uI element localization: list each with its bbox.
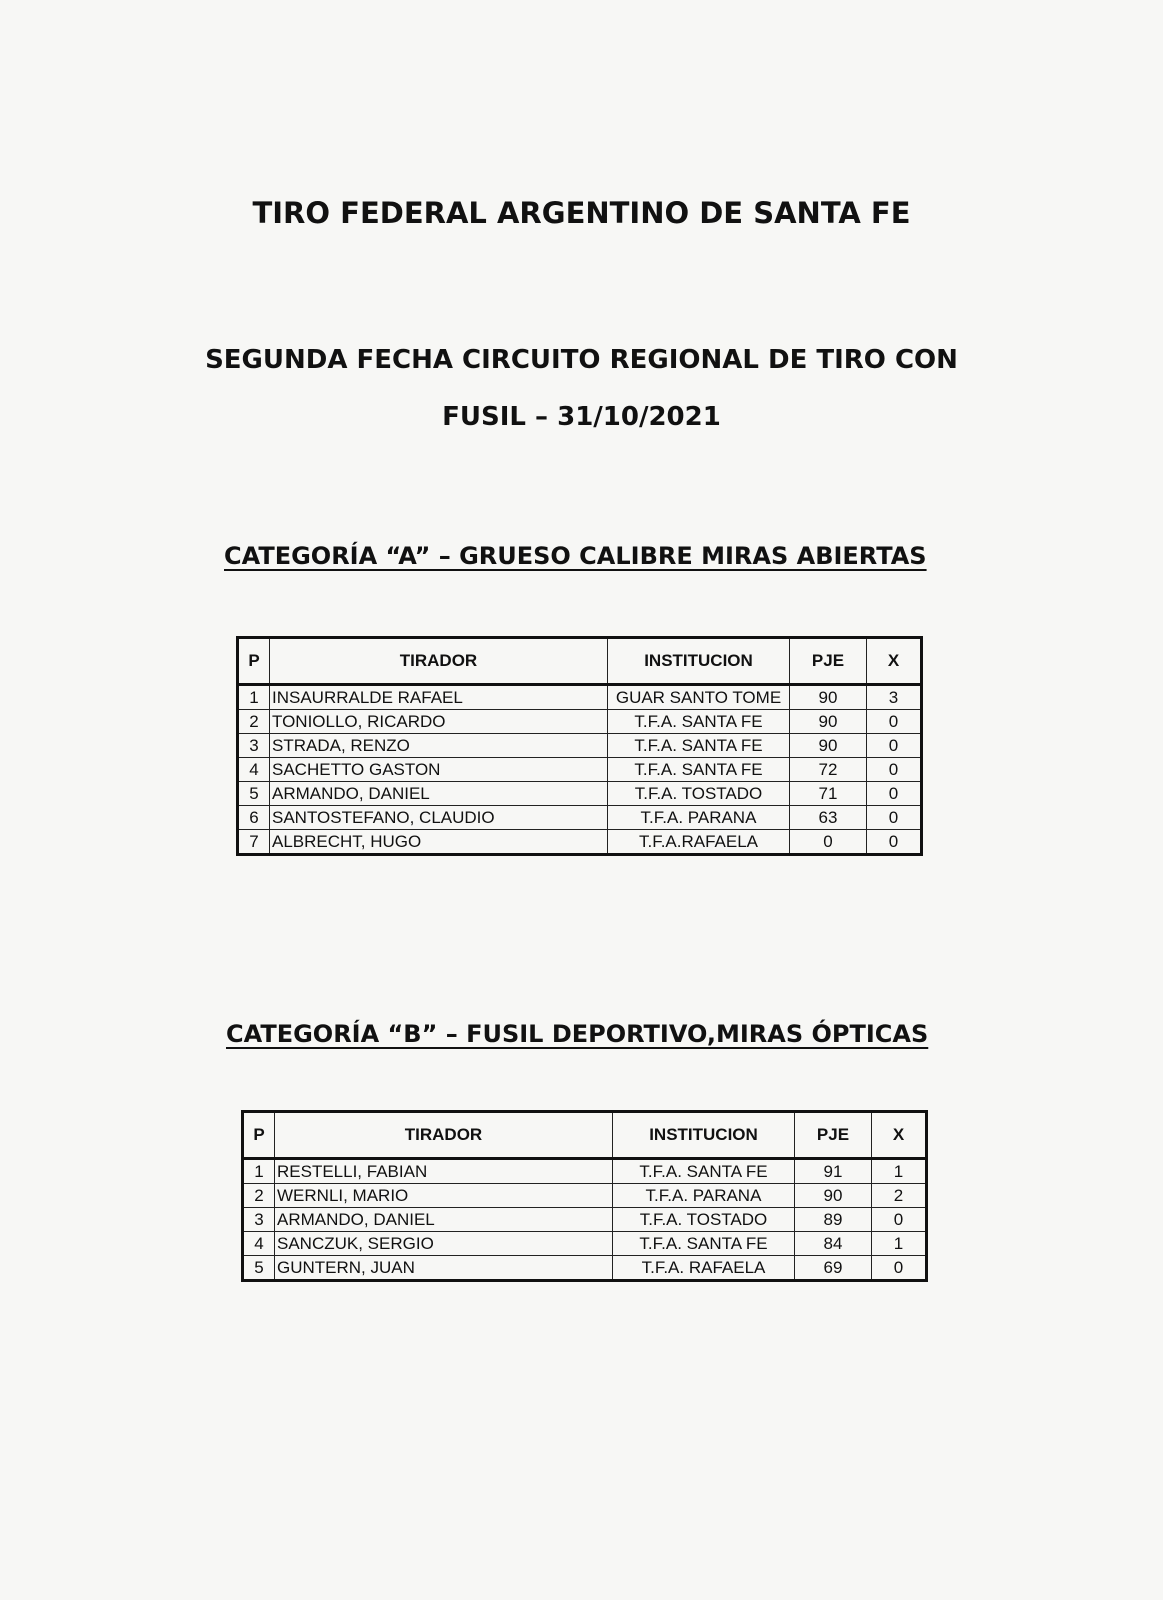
table-row: [238, 710, 922, 734]
table-row: [238, 685, 922, 710]
cell-x: 3: [867, 685, 922, 710]
table-header-row: [238, 638, 922, 685]
cell-institucion: T.F.A. SANTA FE: [613, 1232, 795, 1256]
cell-pje: 91: [795, 1159, 872, 1184]
table-row: [238, 782, 922, 806]
cell-p: 5: [238, 782, 270, 806]
cell-tirador: RESTELLI, FABIAN: [275, 1159, 613, 1184]
cell-tirador: ARMANDO, DANIEL: [275, 1208, 613, 1232]
cell-pje: 90: [795, 1184, 872, 1208]
cell-tirador: GUNTERN, JUAN: [275, 1256, 613, 1281]
event-subtitle-line2: FUSIL – 31/10/2021: [442, 402, 721, 432]
cell-x: 0: [867, 830, 922, 855]
cell-p: 7: [238, 830, 270, 855]
cell-pje: 63: [790, 806, 867, 830]
category-b-title: CATEGORÍA “B” – FUSIL DEPORTIVO,MIRAS ÓPTICAS: [226, 1020, 929, 1048]
table-row: [238, 806, 922, 830]
cell-p: 3: [238, 734, 270, 758]
cell-pje: 0: [790, 830, 867, 855]
cell-x: 0: [867, 734, 922, 758]
table-header-row: [243, 1112, 927, 1159]
header-p: P: [238, 638, 270, 685]
category-a-results-table: [236, 636, 923, 856]
category-b-results-table: [241, 1110, 928, 1282]
event-subtitle-line1: SEGUNDA FECHA CIRCUITO REGIONAL DE TIRO CON: [205, 345, 958, 375]
cell-tirador: STRADA, RENZO: [270, 734, 608, 758]
header-tirador: TIRADOR: [275, 1112, 613, 1159]
header-pje: PJE: [790, 638, 867, 685]
cell-p: 5: [243, 1256, 275, 1281]
cell-p: 1: [243, 1159, 275, 1184]
cell-x: 0: [872, 1256, 927, 1281]
cell-x: 0: [872, 1208, 927, 1232]
cell-institucion: T.F.A. SANTA FE: [608, 758, 790, 782]
table-row: [243, 1208, 927, 1232]
header-pje: PJE: [795, 1112, 872, 1159]
header-x: X: [872, 1112, 927, 1159]
cell-tirador: SANCZUK, SERGIO: [275, 1232, 613, 1256]
cell-tirador: ARMANDO, DANIEL: [270, 782, 608, 806]
cell-x: 1: [872, 1232, 927, 1256]
cell-institucion: T.F.A. RAFAELA: [613, 1256, 795, 1281]
cell-x: 0: [867, 782, 922, 806]
cell-institucion: T.F.A. PARANA: [608, 806, 790, 830]
cell-x: 0: [867, 806, 922, 830]
cell-pje: 90: [790, 685, 867, 710]
cell-tirador: ALBRECHT, HUGO: [270, 830, 608, 855]
cell-tirador: WERNLI, MARIO: [275, 1184, 613, 1208]
cell-x: 2: [872, 1184, 927, 1208]
cell-tirador: SACHETTO GASTON: [270, 758, 608, 782]
header-p: P: [243, 1112, 275, 1159]
cell-institucion: T.F.A.RAFAELA: [608, 830, 790, 855]
page-title: TIRO FEDERAL ARGENTINO DE SANTA FE: [252, 196, 911, 230]
header-x: X: [867, 638, 922, 685]
cell-p: 2: [238, 710, 270, 734]
cell-tirador: SANTOSTEFANO, CLAUDIO: [270, 806, 608, 830]
cell-pje: 89: [795, 1208, 872, 1232]
cell-pje: 84: [795, 1232, 872, 1256]
cell-p: 1: [238, 685, 270, 710]
header-institucion: INSTITUCION: [613, 1112, 795, 1159]
cell-pje: 71: [790, 782, 867, 806]
table-row: [238, 734, 922, 758]
cell-institucion: T.F.A. SANTA FE: [613, 1159, 795, 1184]
header-tirador: TIRADOR: [270, 638, 608, 685]
header-institucion: INSTITUCION: [608, 638, 790, 685]
cell-institucion: T.F.A. TOSTADO: [608, 782, 790, 806]
table-row: [243, 1232, 927, 1256]
table-row: [243, 1159, 927, 1184]
cell-tirador: TONIOLLO, RICARDO: [270, 710, 608, 734]
cell-x: 0: [867, 758, 922, 782]
table-row: [243, 1256, 927, 1281]
cell-pje: 90: [790, 734, 867, 758]
cell-pje: 90: [790, 710, 867, 734]
cell-x: 0: [867, 710, 922, 734]
cell-p: 6: [238, 806, 270, 830]
cell-institucion: T.F.A. SANTA FE: [608, 710, 790, 734]
cell-institucion: T.F.A. TOSTADO: [613, 1208, 795, 1232]
category-a-title: CATEGORÍA “A” – GRUESO CALIBRE MIRAS ABIERTAS: [224, 542, 927, 570]
cell-institucion: T.F.A. PARANA: [613, 1184, 795, 1208]
cell-institucion: T.F.A. SANTA FE: [608, 734, 790, 758]
cell-institucion: GUAR SANTO TOME: [608, 685, 790, 710]
cell-p: 2: [243, 1184, 275, 1208]
cell-p: 3: [243, 1208, 275, 1232]
table-row: [238, 830, 922, 855]
table-row: [243, 1184, 927, 1208]
cell-pje: 72: [790, 758, 867, 782]
cell-p: 4: [243, 1232, 275, 1256]
cell-p: 4: [238, 758, 270, 782]
cell-tirador: INSAURRALDE RAFAEL: [270, 685, 608, 710]
cell-pje: 69: [795, 1256, 872, 1281]
cell-x: 1: [872, 1159, 927, 1184]
table-row: [238, 758, 922, 782]
